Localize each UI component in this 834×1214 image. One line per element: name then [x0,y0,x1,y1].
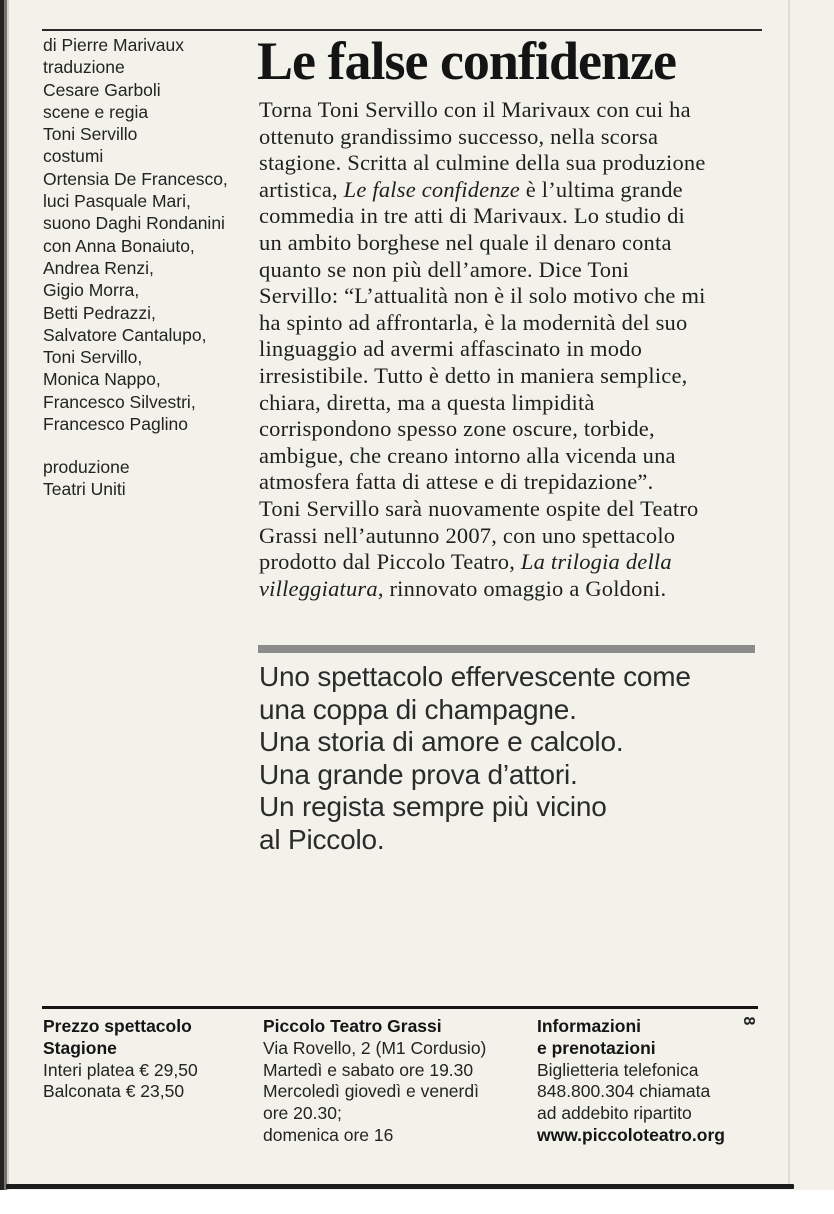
info-lines: Biglietteria telefonica 848.800.304 chiamata ad addebito ripartito [537,1059,711,1124]
scan-fold-line [788,0,790,1184]
footer-info-column [537,1016,767,1147]
price-heading: Prezzo spettacolo Stagione [43,1016,192,1058]
tagline: Uno spettacolo effervescente come una coppa di champagne. Una storia di amore e calcolo. Una grande prova d’attori. Un regista sempre più vicino al Piccolo. [259,661,691,855]
show-description: Torna Toni Servillo con il Marivaux con cui ha ottenuto grandissimo successo, nella scorsa stagione. Scritta al culmine della sua produzione artistica, Le false confidenze è l’ultima grande commedia in tre atti di Marivaux. Lo studio di un ambito borghese nel quale il denaro conta quanto se non più dell’amore. Dice Toni Servillo: “L’attualità non è il solo motivo che mi ha spinto ad affrontarla, è la modernità del suo linguaggio ad avermi affascinato in modo irresistibile. Tutto è detto in maniera semplice, chiara, diretta, ma a questa limpidità corrispondono spesso zone oscure, torbide, ambigue, che creano intorno alla vicenda una atmosfera fatta di attese e di trepidazione”. Toni Servillo sarà nuovamente ospite del Teatro Grassi nell’autunno 2007, con uno spettacolo prodotto dal Piccolo Teatro, La trilogia della villeggiatura, rinnovato omaggio a Goldoni. [259,97,706,601]
credits-list: di Pierre Marivaux traduzione Cesare Garboli scene e regia Toni Servillo costumi Ortensia De Francesco, luci Pasquale Mari, suono Daghi Rondanini con Anna Bonaiuto, Andrea Renzi, Gigio Morra, Betti Pedrazzi, Salvatore Cantalupo, Toni Servillo, Monica Nappo, Francesco Silvestri, Francesco Paglino [43,35,228,435]
page-number: 8 [740,1016,757,1026]
price-lines: Interi platea € 29,50 Balconata € 23,50 [43,1059,198,1102]
section-divider-bar [258,645,755,653]
info-heading: Informazioni e prenotazioni [537,1016,656,1058]
footer-rule [42,1006,758,1009]
venue-schedule-lines: Via Rovello, 2 (M1 Cordusio) Martedì e sabato ore 19.30 Mercoledì giovedì e venerdì ore 20.30; domenica ore 16 [263,1037,487,1145]
production-credit: produzione Teatri Uniti [43,457,130,500]
show-title: Le false confidenze [257,31,676,91]
venue-heading: Piccolo Teatro Grassi [263,1016,442,1036]
scan-left-edge [0,0,9,1190]
footer-price-column [43,1016,258,1103]
scan-bottom-edge [6,1184,794,1189]
website-url: www.piccoloteatro.org [537,1124,725,1145]
footer-venue-column [263,1016,523,1147]
